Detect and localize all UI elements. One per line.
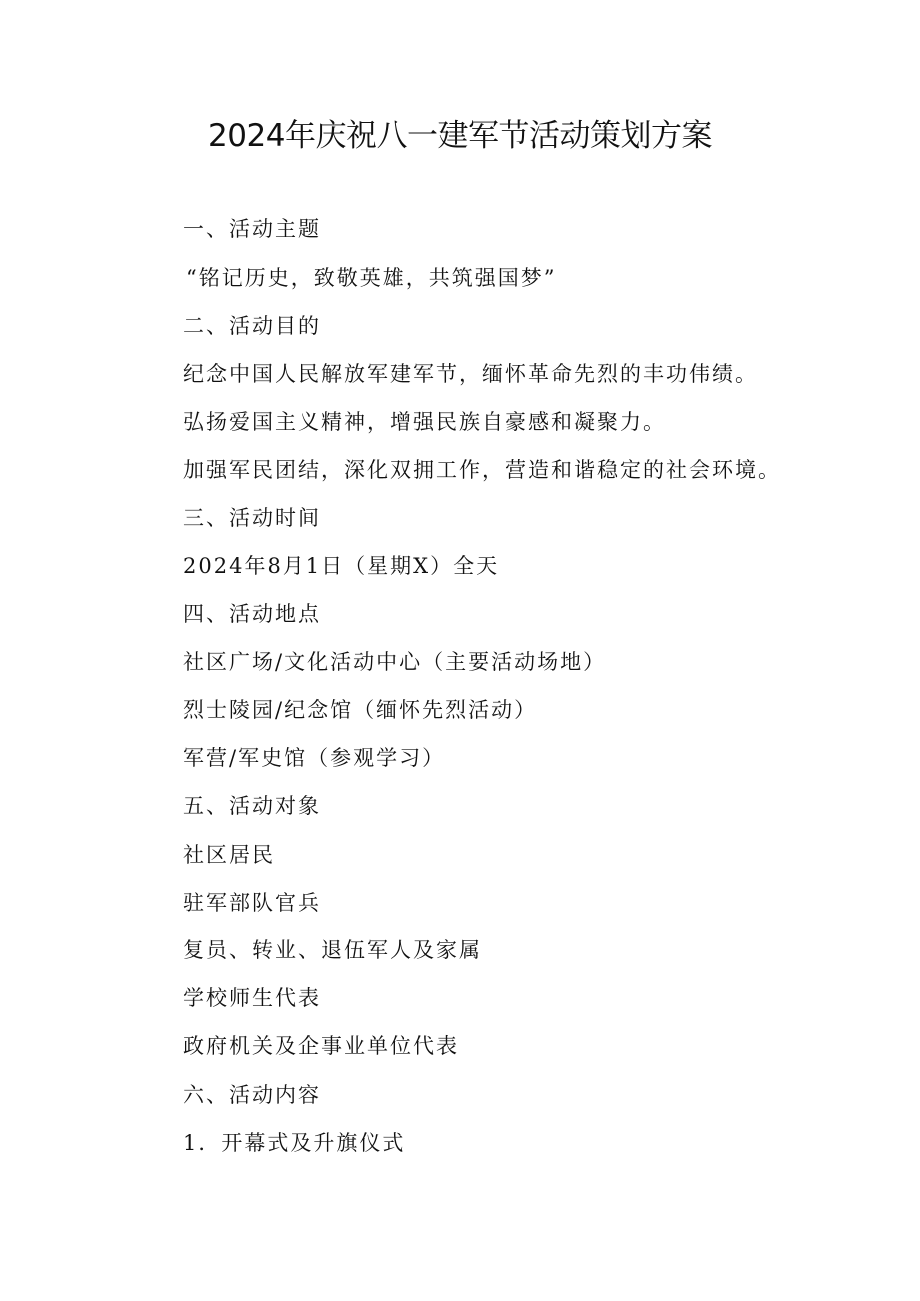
section-heading-purpose: 二、活动目的 [183,314,321,338]
location-item: 军营/军史馆（参观学习） [183,746,446,770]
section-heading-location: 四、活动地点 [183,602,321,626]
document-title: 2024年庆祝八一建军节活动策划方案 [208,118,712,154]
audience-item: 复员、转业、退伍军人及家属 [183,938,482,962]
content-item: 1．开幕式及升旗仪式 [183,1131,406,1155]
section-heading-time: 三、活动时间 [183,506,321,530]
theme-slogan: “铭记历史，致敬英雄，共筑强国梦” [186,266,557,290]
purpose-item: 加强军民团结，深化双拥工作，营造和谐稳定的社会环境。 [183,458,781,482]
section-heading-audience: 五、活动对象 [183,794,321,818]
section-heading-content: 六、活动内容 [183,1083,321,1107]
audience-item: 驻军部队官兵 [183,891,321,915]
section-heading-theme: 一、活动主题 [183,217,321,241]
purpose-item: 弘扬爱国主义精神，增强民族自豪感和凝聚力。 [183,410,666,434]
location-item: 社区广场/文化活动中心（主要活动场地） [183,650,607,674]
audience-item: 政府机关及企事业单位代表 [183,1034,459,1058]
location-item: 烈士陵园/纪念馆（缅怀先烈活动） [183,698,538,722]
audience-item: 社区居民 [183,843,275,867]
audience-item: 学校师生代表 [183,986,321,1010]
purpose-item: 纪念中国人民解放军建军节，缅怀革命先烈的丰功伟绩。 [183,362,758,386]
time-text: 2024年8月1日（星期X）全天 [183,554,500,578]
